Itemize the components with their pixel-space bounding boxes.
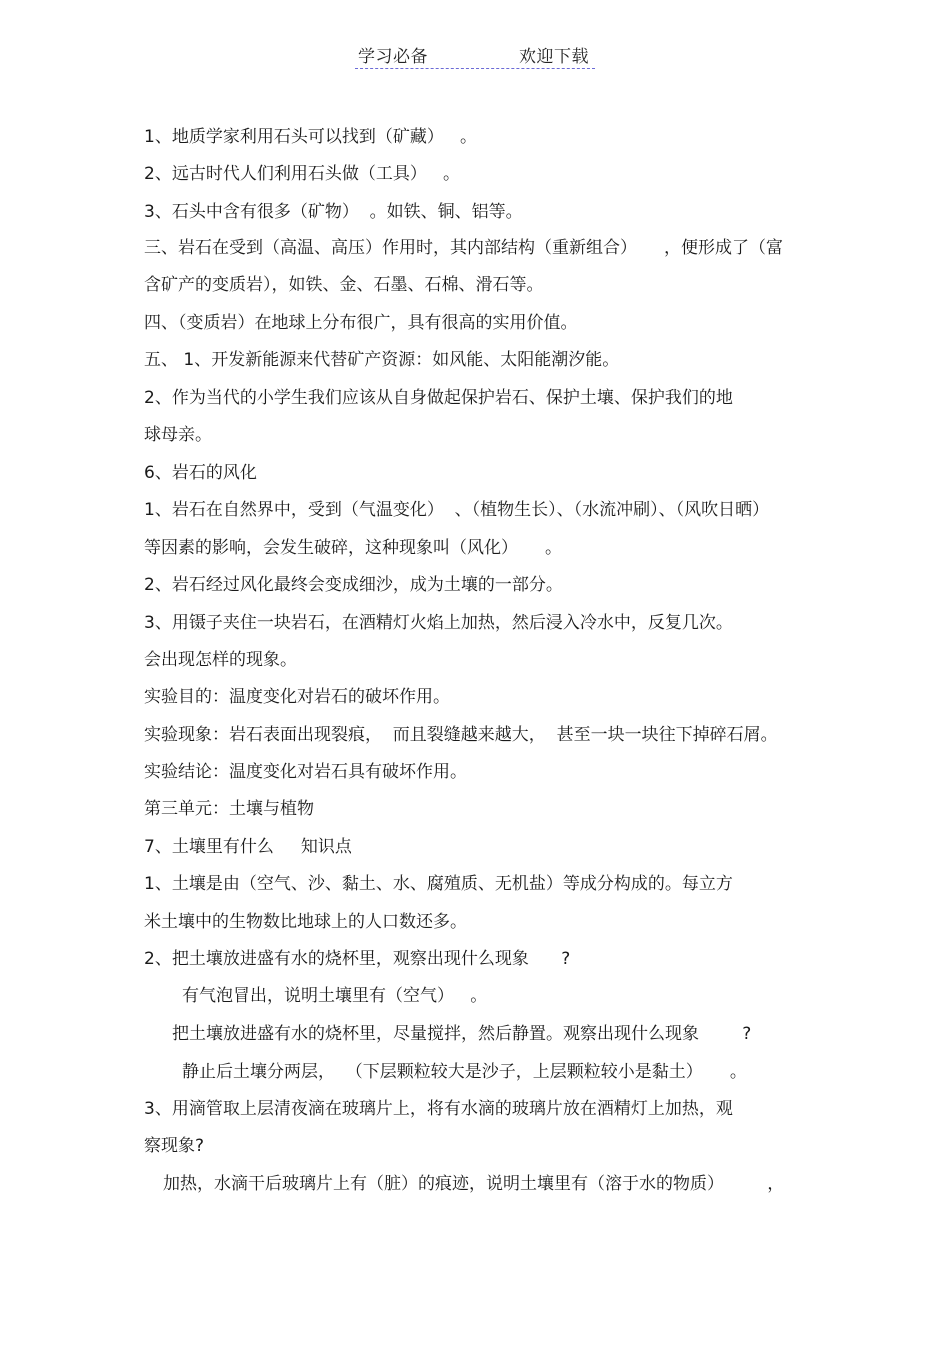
unit-heading: 第三单元：土壤与植物 bbox=[144, 799, 314, 819]
text-line: 静止后土壤分两层， （下层颗粒较大是沙子，上层颗粒较小是黏土） 。 bbox=[182, 1062, 747, 1082]
text-line: 球母亲。 bbox=[144, 425, 212, 445]
text-line: 五、 1、开发新能源来代替矿产资源：如风能、太阳能潮汐能。 bbox=[144, 350, 620, 370]
text-line: 实验现象：岩石表面出现裂痕， 而且裂缝越来越大， 甚至一块一块往下掉碎石屑。 bbox=[144, 725, 778, 745]
text-line: 1、岩石在自然界中，受到（气温变化） 、（植物生长）、（水流冲刷）、（风吹日晒） bbox=[144, 500, 770, 520]
text-line: 察现象? bbox=[144, 1136, 205, 1156]
page-header bbox=[355, 40, 595, 69]
text-line: 三、岩石在受到（高温、高压）作用时，其内部结构（重新组合） ，便形成了（富 bbox=[144, 238, 784, 258]
text-line: 3、石头中含有很多（矿物） 。如铁、铜、铝等。 bbox=[144, 202, 523, 222]
text-line: 1、土壤是由（空气、沙、黏土、水、腐殖质、无机盐）等成分构成的。每立方 bbox=[144, 874, 733, 894]
text-line: 含矿产的变质岩），如铁、金、石墨、石棉、滑石等。 bbox=[144, 275, 544, 295]
text-line: 实验结论：温度变化对岩石具有破坏作用。 bbox=[144, 762, 467, 782]
header-right-text: 欢迎下载 bbox=[519, 47, 589, 67]
text-line: 1、地质学家利用石头可以找到（矿藏） 。 bbox=[144, 127, 478, 147]
text-line: 实验目的：温度变化对岩石的破坏作用。 bbox=[144, 687, 450, 707]
text-line: 四、（变质岩）在地球上分布很广，具有很高的实用价值。 bbox=[144, 313, 578, 333]
text-line: 把土壤放进盛有水的烧杯里，尽量搅拌，然后静置。观察出现什么现象 ? bbox=[172, 1024, 752, 1044]
text-line: 2、远古时代人们利用石头做（工具） 。 bbox=[144, 164, 461, 184]
text-line: 米土壤中的生物数比地球上的人口数还多。 bbox=[144, 912, 467, 932]
text-line: 会出现怎样的现象。 bbox=[144, 650, 297, 670]
text-line: 3、用滴管取上层清夜滴在玻璃片上，将有水滴的玻璃片放在酒精灯上加热，观 bbox=[144, 1099, 733, 1119]
text-line: 2、把土壤放进盛有水的烧杯里，观察出现什么现象 ? bbox=[144, 949, 571, 969]
text-line: 3、用镊子夹住一块岩石，在酒精灯火焰上加热，然后浸入冷水中，反复几次。 bbox=[144, 613, 733, 633]
text-line: 2、岩石经过风化最终会变成细沙，成为土壤的一部分。 bbox=[144, 575, 563, 595]
header-left-text: 学习必备 bbox=[358, 47, 428, 67]
text-line: 2、作为当代的小学生我们应该从自身做起保护岩石、保护土壤、保护我们的地 bbox=[144, 388, 733, 408]
text-line: 加热，水滴干后玻璃片上有（脏）的痕迹，说明土壤里有（溶于水的物质） ， bbox=[163, 1174, 785, 1194]
section-heading: 6、岩石的风化 bbox=[144, 463, 257, 483]
section-heading: 7、土壤里有什么 知识点 bbox=[144, 837, 352, 857]
text-line: 有气泡冒出，说明土壤里有（空气） 。 bbox=[182, 986, 488, 1006]
text-line: 等因素的影响，会发生破碎，这种现象叫（风化） 。 bbox=[144, 538, 563, 558]
